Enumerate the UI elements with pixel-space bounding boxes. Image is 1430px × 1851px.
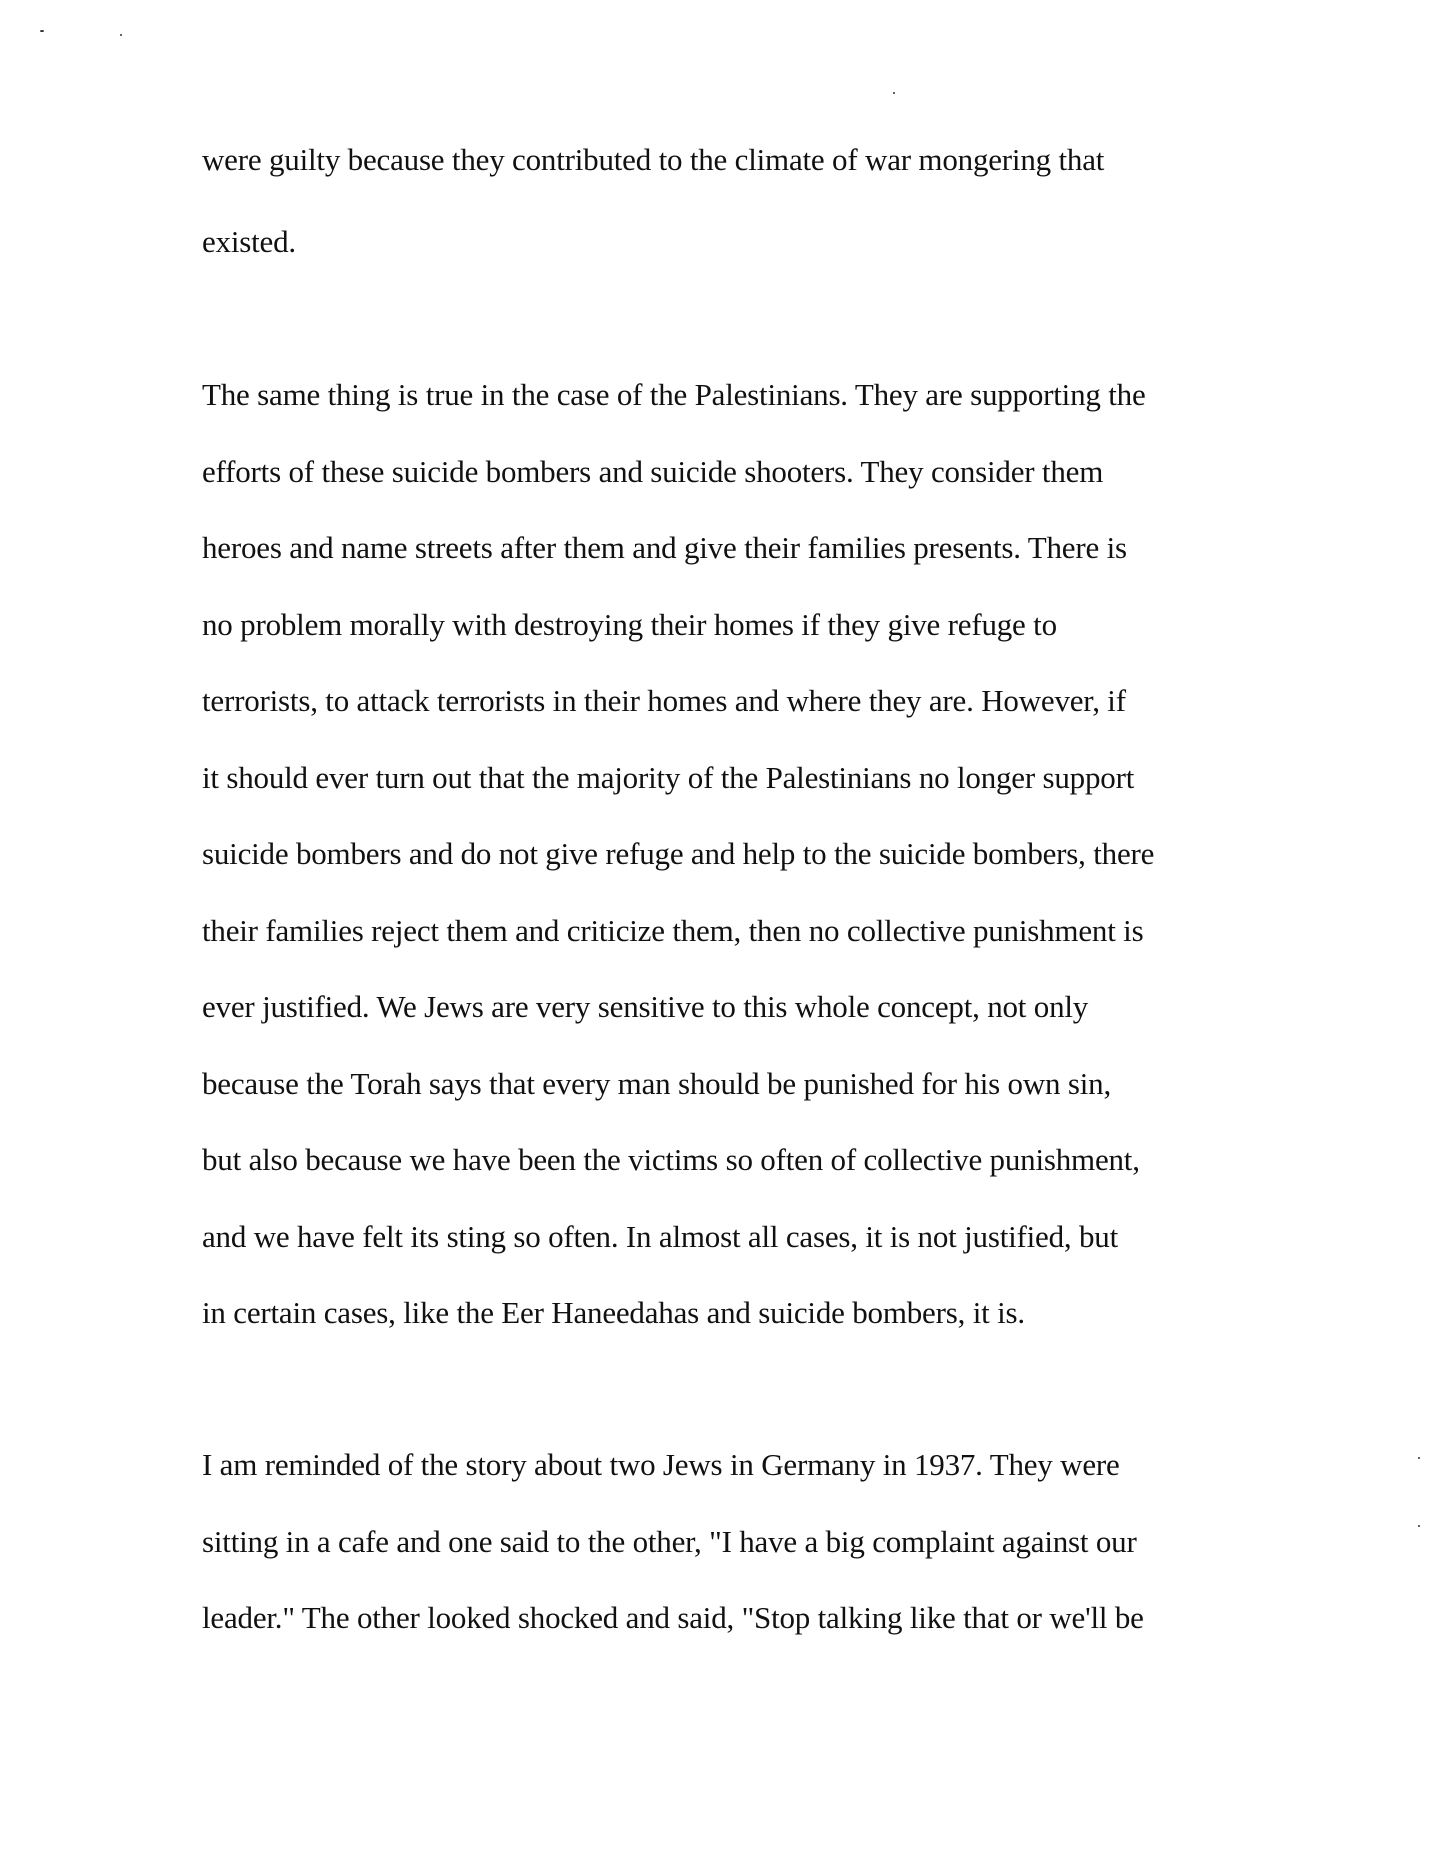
paragraph-2-line-5: terrorists, to attack terrorists in their homes and where they are. However, if [202,683,1126,718]
paragraph-2-line-11: but also because we have been the victims so often of collective punishment, [202,1142,1140,1177]
paragraph-2-line-8: their families reject them and criticize them, then no collective punishment is [202,913,1144,948]
scan-speck [40,30,44,32]
paragraph-1-line-1: were guilty because they contributed to the climate of war mongering that [202,142,1105,177]
paragraph-2-line-10: because the Torah says that every man should be punished for his own sin, [202,1066,1112,1101]
scan-speck [1418,1457,1420,1459]
paragraph-3-line-1: I am reminded of the story about two Jews in Germany in 1937. They were [202,1447,1120,1482]
paragraph-3-line-2: sitting in a cafe and one said to the other, "I have a big complaint against our [202,1524,1137,1559]
paragraph-2-line-4: no problem morally with destroying their homes if they give refuge to [202,607,1057,642]
paragraph-2-line-7: suicide bombers and do not give refuge and help to the suicide bombers, there [202,836,1155,871]
scan-speck [1418,1525,1420,1527]
paragraph-2-line-2: efforts of these suicide bombers and suicide shooters. They consider them [202,454,1104,489]
scan-speck [893,92,895,94]
paragraph-2-line-13: in certain cases, like the Eer Haneedahas and suicide bombers, it is. [202,1295,1025,1330]
paragraph-2-line-9: ever justified. We Jews are very sensitive to this whole concept, not only [202,989,1089,1024]
paragraph-2-line-3: heroes and name streets after them and give their families presents. There is [202,530,1127,565]
paragraph-1-line-2: existed. [202,224,296,259]
paragraph-2-line-12: and we have felt its sting so often. In almost all cases, it is not justified, but [202,1219,1119,1254]
paragraph-2-line-6: it should ever turn out that the majority of the Palestinians no longer support [202,760,1135,795]
paragraph-2-line-1: The same thing is true in the case of the Palestinians. They are supporting the [202,377,1146,412]
paragraph-3-line-3: leader." The other looked shocked and said, "Stop talking like that or we'll be [202,1600,1144,1635]
scan-speck [120,34,122,36]
